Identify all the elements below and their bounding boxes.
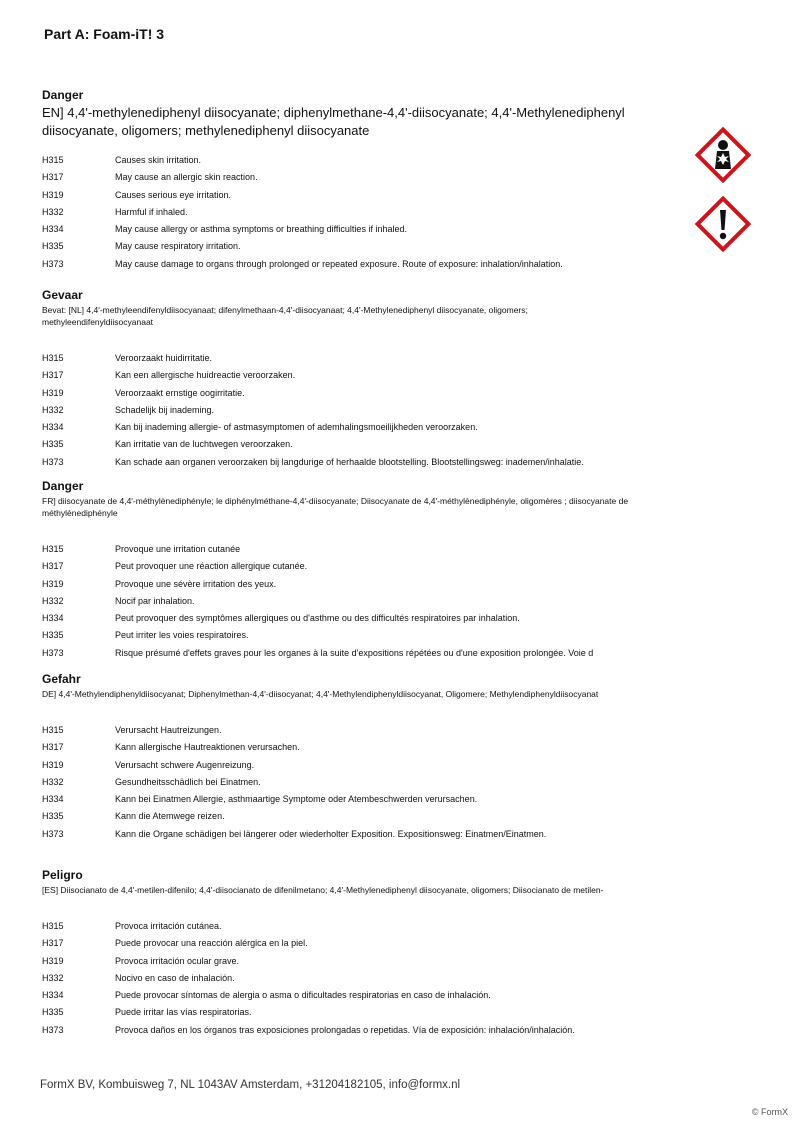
hazard-statement [42,593,682,610]
h-text: May cause an allergic skin reaction. [115,172,258,183]
h-text: Puede provocar una reacción alérgica en la piel. [115,938,308,949]
h-code: H332 [42,404,64,415]
h-code: H319 [42,759,64,770]
hazard-statement [42,791,682,808]
hazard-statement [42,935,682,952]
document-title: Part A: Foam-iT! 3 [44,26,165,42]
footer-contact: FormX BV, Kombuisweg 7, NL 1043AV Amsterdam, +31204182105, info@formx.nl [40,1079,461,1091]
exclamation-mark-icon [693,194,753,254]
h-text: Causes serious eye irritation. [115,189,232,200]
h-text: Kan schade aan organen veroorzaken bij langdurige of herhaalde blootstelling. Blootstellingsweg: inademen/inhalatie. [115,456,584,467]
hazard-statement [42,350,682,367]
hazard-statement [42,970,682,987]
hazard-statement [42,610,682,627]
hazard-section-de [42,672,682,843]
h-text: Provoque une irritation cutanée [115,544,241,554]
h-code: H319 [42,955,64,966]
h-text: May cause allergy or asthma symptoms or breathing difficulties if inhaled. [115,224,407,235]
hazard-statement [42,774,682,791]
h-text: Gesundheitsschädlich bei Einatmen. [115,776,261,787]
h-text: Causes skin irritation. [115,155,202,165]
substance-list: [ES] Diisocianato de 4,4'-metilen-difenilo; 4,4'-diisocianato de difenilmetano; 4,4'-Methylenediphenyl diisocyanate, oligomers; Diisocianato de metilen- [42,885,604,895]
hazard-statement [42,987,682,1004]
h-text: Kan bij inademing allergie- of astmasymptomen of ademhalingsmoeilijkheden veroorzaken. [115,422,478,433]
signal-word: Gefahr [42,672,81,686]
h-code: H334 [42,794,64,805]
substance-list: FR] diisocyanate de 4,4'-méthylènediphényle; le diphénylméthane-4,4'-diisocyanate; Diisocyanate de 4,4'-méthylènediphényle, oligomères ; diisocyanate de méthylènediphényle [42,496,629,518]
hazard-statement [42,627,682,644]
h-code: H334 [42,990,64,1001]
hazard-statement [42,367,682,384]
h-text: Puede irritar las vías respiratorias. [115,1007,252,1018]
h-text: Provoca irritación cutánea. [115,921,222,931]
hazard-statement [42,645,682,662]
h-code: H315 [42,921,64,931]
hazard-statement [42,953,682,970]
h-text: Risque présumé d'effets graves pour les organes à la suite d'expositions répétées ou d'une exposition prolongée. Voie d [115,647,594,658]
substance-list: Bevat: [NL] 4,4'-methyleendifenyldiisocyanaat; difenylmethaan-4,4'-diisocyanaat; 4,4'-Methylenediphenyl diisocyanate, oligomers; methyleendifenyldiisocyanaat [42,305,528,327]
hazard-statement [42,169,682,186]
hazard-statement [42,558,682,575]
h-text: Provoca irritación ocular grave. [115,955,240,966]
h-text: Nocivo en caso de inhalación. [115,972,235,983]
h-text: Kann die Organe schädigen bei längerer oder wiederholter Exposition. Expositionsweg: Einatmen/Einatmen. [115,828,547,839]
h-code: H373 [42,1024,64,1035]
h-text: Provoque une sévère irritation des yeux. [115,578,277,589]
h-text: Harmful if inhaled. [115,206,188,217]
h-code: H315 [42,353,64,363]
hazard-statement [42,826,682,843]
health-hazard-icon [693,125,753,185]
hazard-statement [42,385,682,402]
h-code: H335 [42,811,64,822]
hazard-statement-list [42,152,682,273]
h-text: Puede provocar síntomas de alergia o asma o dificultades respiratorias en caso de inhalación. [115,990,491,1001]
h-code: H334 [42,613,64,624]
h-code: H315 [42,544,64,554]
h-code: H332 [42,776,64,787]
hazard-statement [42,238,682,255]
copyright: © FormX [751,1107,788,1117]
h-text: Verursacht schwere Augenreizung. [115,759,255,770]
hazard-statement [42,918,682,935]
h-text: Veroorzaakt huidirritatie. [115,353,213,363]
h-code: H373 [42,647,64,658]
hazard-statement [42,1022,682,1039]
hazard-statement [42,541,682,558]
substance-list: DE] 4,4'-Methylendiphenyldiisocyanat; Diphenylmethan-4,4'-diisocyanat; 4,4'-Methylendiphenyldiisocyanat, Oligomere; Methylendiphenyldiisocyanat [42,689,599,699]
h-code: H319 [42,189,64,200]
hazard-section-fr [42,479,682,662]
h-text: Nocif par inhalation. [115,595,195,606]
h-code: H373 [42,456,64,467]
hazard-statement [42,576,682,593]
hazard-statement [42,187,682,204]
signal-word: Gevaar [42,288,83,302]
h-text: Provoca daños en los órganos tras exposiciones prolongadas o repetidas. Vía de exposición: inhalación/inhalación. [115,1024,575,1035]
hazard-statement [42,808,682,825]
h-code: H335 [42,1007,64,1018]
hazard-section-nl [42,288,682,471]
hazard-statement [42,402,682,419]
h-text: Kann bei Einatmen Allergie, asthmaartige Symptome oder Atembeschwerden verursachen. [115,794,478,805]
h-code: H334 [42,422,64,433]
h-code: H332 [42,206,64,217]
hazard-statement-list [42,918,682,1039]
h-text: Kan een allergische huidreactie veroorzaken. [115,370,296,381]
h-code: H319 [42,578,64,589]
hazard-statement [42,152,682,169]
substance-list: EN] 4,4'-methylenediphenyl diisocyanate; diphenylmethane-4,4'-diisocyanate; 4,4'-Methylenediphenyl diisocyanate, oligomers; methylenediphenyl diisocyanate [42,105,625,138]
h-code: H335 [42,241,64,252]
h-code: H317 [42,561,64,572]
hazard-statement [42,454,682,471]
h-text: Peut provoquer une réaction allergique cutanée. [115,561,308,572]
h-text: May cause respiratory irritation. [115,241,241,252]
h-code: H335 [42,439,64,450]
hazard-statement [42,221,682,238]
hazard-statement [42,204,682,221]
h-text: Peut irriter les voies respiratoires. [115,630,249,641]
signal-word: Danger [42,88,84,102]
hazard-section-es [42,868,682,1039]
h-code: H317 [42,742,64,753]
h-code: H317 [42,370,64,381]
hazard-statement [42,419,682,436]
hazard-section-en [42,88,682,273]
hazard-statement [42,722,682,739]
h-text: Veroorzaakt ernstige oogirritatie. [115,387,245,398]
h-code: H315 [42,725,64,735]
h-code: H319 [42,387,64,398]
h-code: H335 [42,630,64,641]
hazard-statement [42,739,682,756]
h-text: Kann allergische Hautreaktionen verursachen. [115,742,300,753]
h-text: Kann die Atemwege reizen. [115,811,225,822]
h-code: H317 [42,172,64,183]
h-text: May cause damage to organs through prolonged or repeated exposure. Route of exposure: inhalation/inhalation. [115,258,563,269]
h-code: H334 [42,224,64,235]
hazard-statement [42,757,682,774]
hazard-statement [42,436,682,453]
h-text: Schadelijk bij inademing. [115,404,215,415]
signal-word: Peligro [42,868,83,882]
signal-word: Danger [42,479,84,493]
h-code: H317 [42,938,64,949]
hazard-statement [42,256,682,273]
hazard-statement-list [42,350,682,471]
h-code: H332 [42,595,64,606]
h-code: H315 [42,155,64,165]
h-text: Verursacht Hautreizungen. [115,725,222,735]
hazard-statement [42,1004,682,1021]
h-text: Peut provoquer des symptômes allergiques ou d'asthme ou des difficultés respiratoires par inhalation. [115,613,520,624]
h-code: H373 [42,258,64,269]
h-code: H373 [42,828,64,839]
hazard-statement-list [42,541,682,662]
hazard-statement-list [42,722,682,843]
h-code: H332 [42,972,64,983]
h-text: Kan irritatie van de luchtwegen veroorzaken. [115,439,293,450]
